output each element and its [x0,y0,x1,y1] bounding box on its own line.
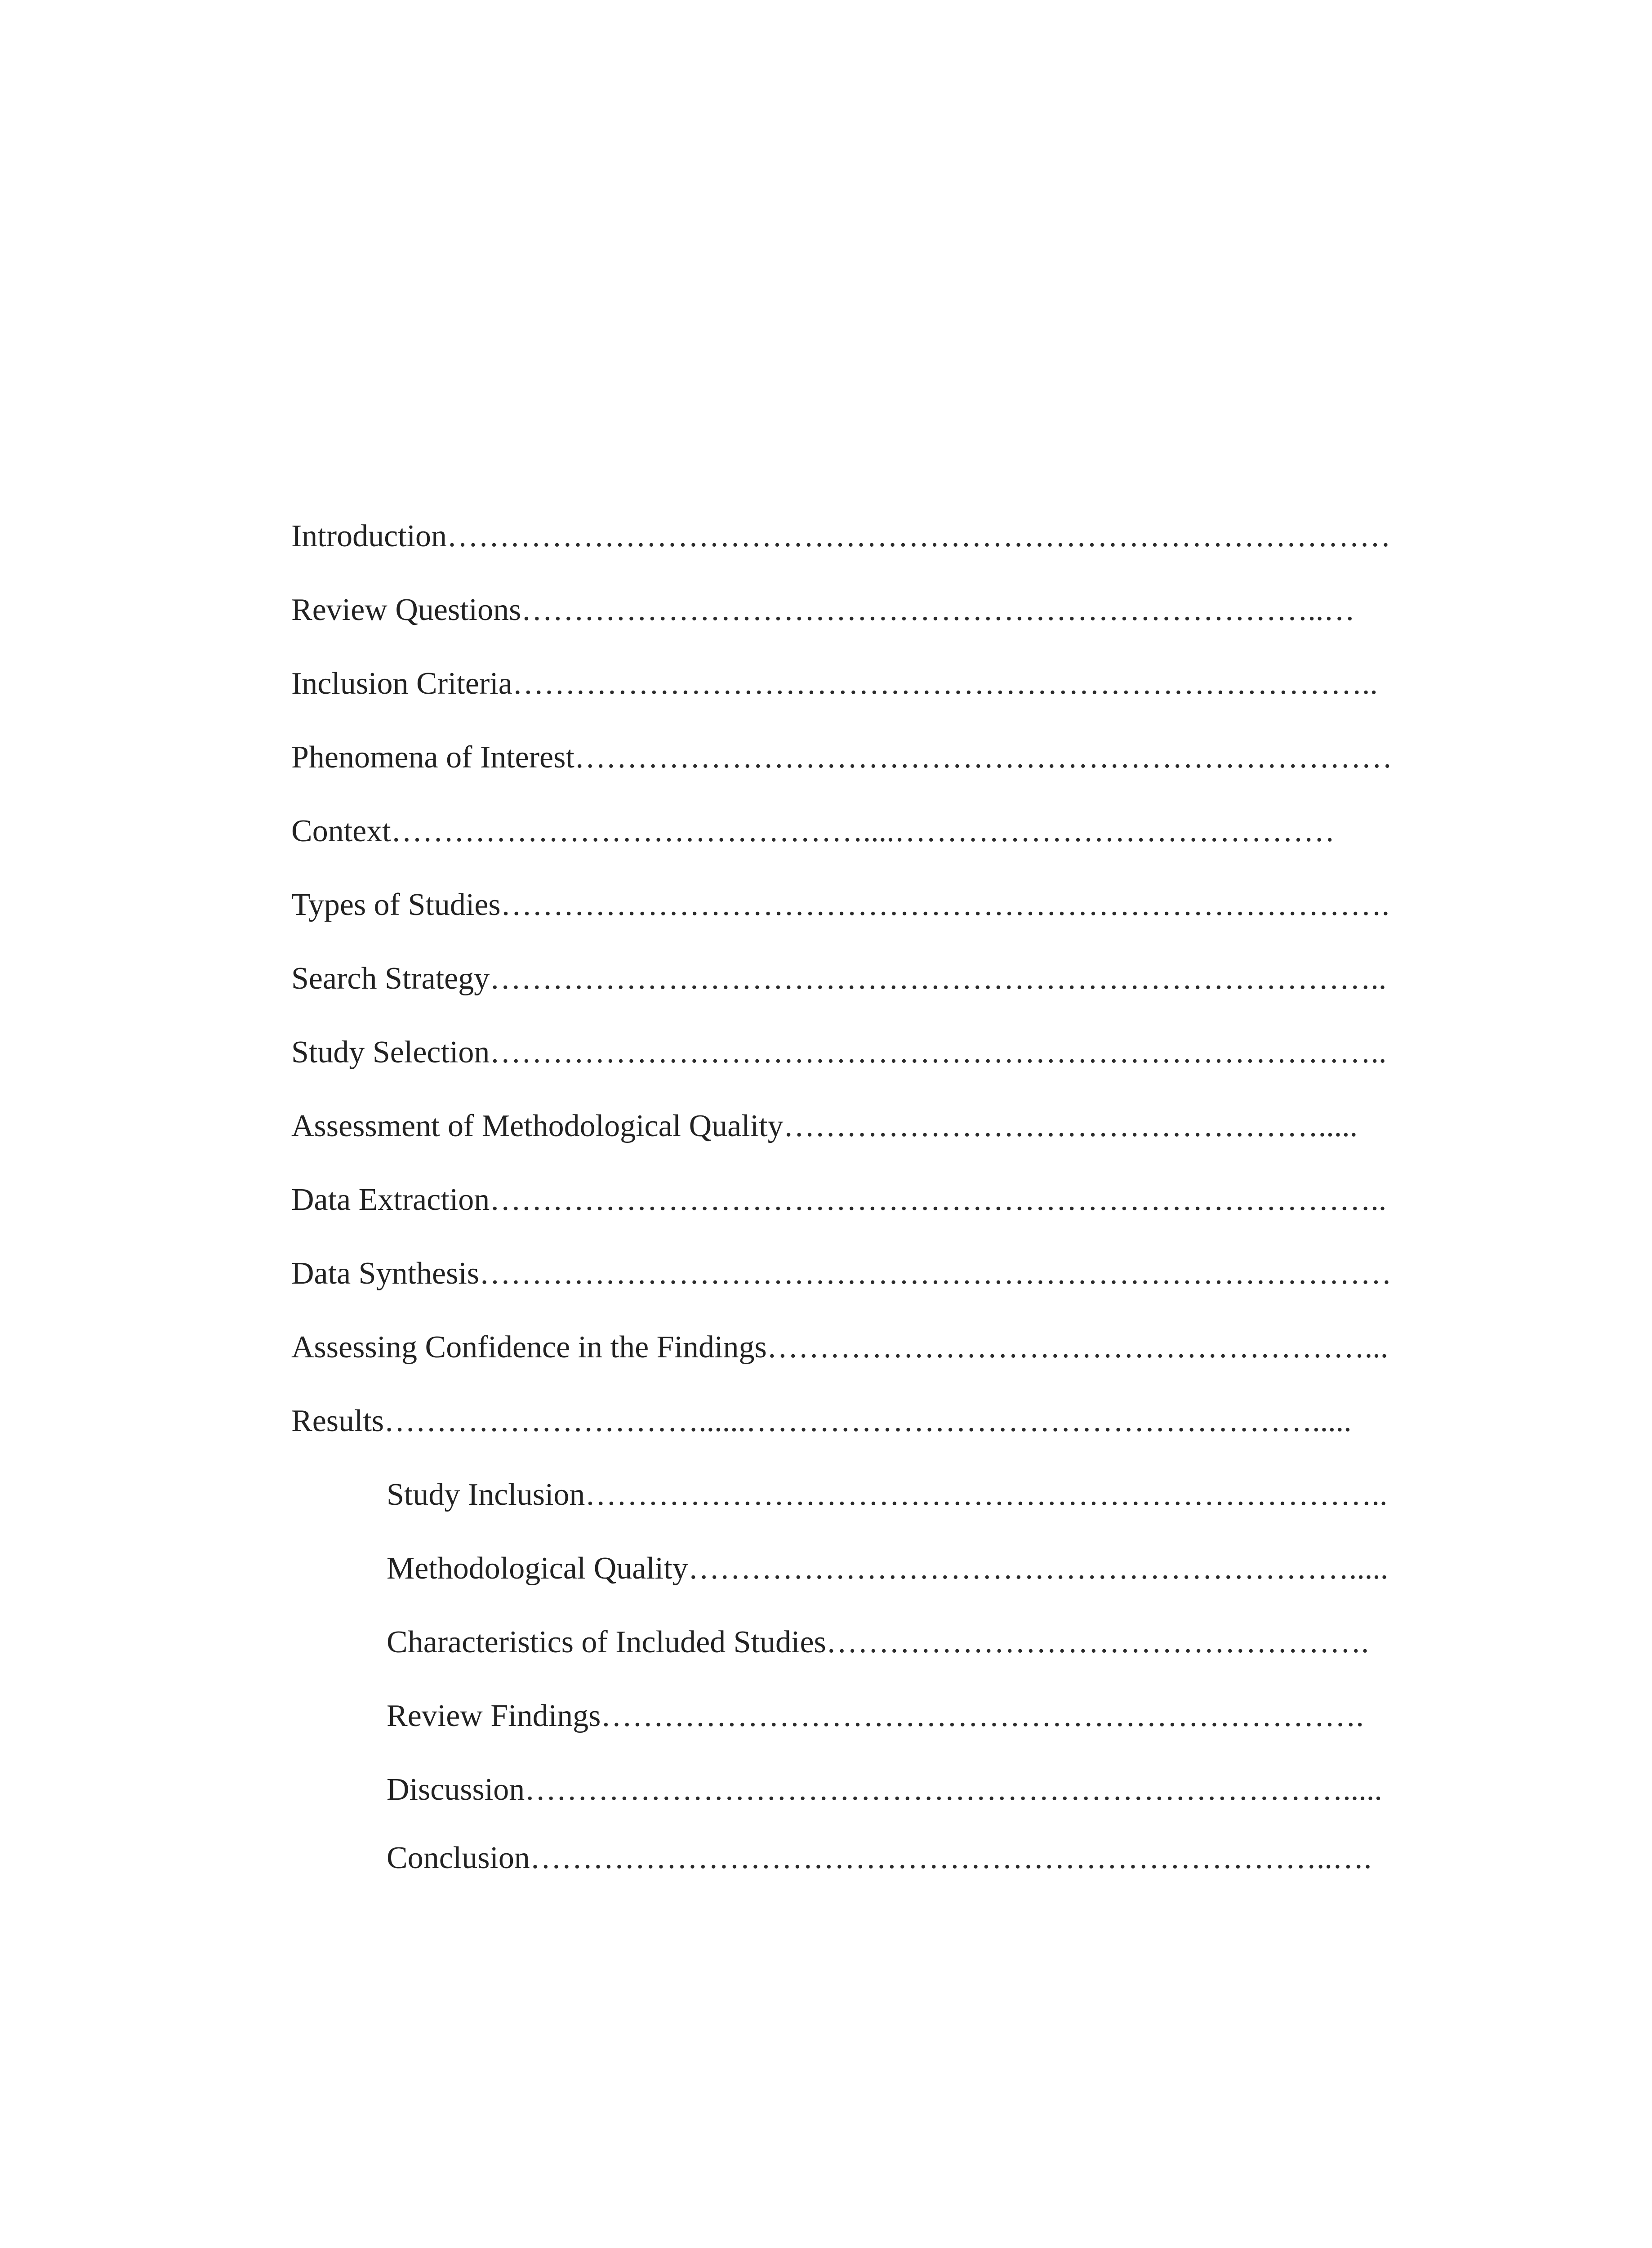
toc-dot-leader: …………………………………………………………………… [574,742,1393,775]
toc-dot-leader: ………………………………………………………………………….. [490,963,1387,996]
toc-entry-label: Methodological Quality [387,1553,688,1586]
toc-dot-leader: ………………………………………....…………………………………… [391,816,1335,848]
toc-subentry-discussion [387,1774,1416,1808]
toc-entry-label: Context [291,816,391,848]
toc-entry-study-selection [291,1037,1415,1071]
toc-subentry-conclusion [387,1842,1416,1877]
toc-entry-review-questions [291,594,1415,629]
toc-entry-label: Introduction [291,521,447,553]
toc-dot-leader: ………………………………………………………………………….. [490,1037,1387,1070]
toc-dot-leader: ……………………………………………………………………………… [447,521,1391,553]
toc-dot-leader: …………………………………………………………………………… [479,1258,1392,1291]
toc-entry-label: Review Findings [387,1700,601,1733]
toc-dot-leader: …………………………………………………………………..… [521,594,1355,627]
toc-entry-label: Phenomena of Interest [291,742,574,775]
toc-entry-context [291,816,1415,850]
toc-dot-leader: …………………………......………………………………………………..... [384,1405,1352,1438]
toc-entry-label: Assessing Confidence in the Findings [291,1332,767,1365]
toc-entry-label: Study Inclusion [387,1479,585,1512]
toc-entry-label: Search Strategy [291,963,490,996]
toc-entry-label: Discussion [387,1774,525,1807]
toc-entry-label: Assessment of Methodological Quality [291,1111,784,1143]
toc-entry-assessment-of-methodological-quality [291,1111,1415,1145]
toc-dot-leader: ………………………………………………………………….. [585,1479,1388,1512]
toc-entry-label: Conclusion [387,1842,530,1875]
toc-entry-search-strategy [291,963,1415,997]
toc-entry-results [291,1405,1415,1440]
toc-entry-label: Characteristics of Included Studies [387,1627,826,1659]
toc-subentry-study-inclusion [387,1479,1416,1513]
toc-entry-label: Study Selection [291,1037,490,1070]
toc-entry-introduction [291,521,1415,555]
toc-dot-leader: ……………………………………………………………………….. [512,668,1378,701]
toc-dot-leader: ………………………………………………………………. [601,1700,1364,1733]
toc-dot-leader: …………………………………………………... [766,1332,1389,1365]
toc-entry-assessing-confidence [291,1332,1415,1366]
toc-entry-phenomena-of-interest [291,742,1415,776]
toc-entry-label: Types of Studies [291,889,501,922]
toc-dot-leader: ……………………………………………………………………..... [525,1774,1382,1807]
toc-entry-inclusion-criteria [291,668,1415,702]
toc-subentry-methodological-quality [387,1553,1416,1587]
toc-entry-data-synthesis [291,1258,1415,1292]
toc-dot-leader: …………………………………………………………………………. [500,889,1390,922]
toc-entry-label: Review Questions [291,594,521,627]
toc-dot-leader: ………………………………………………………..... [688,1553,1389,1586]
toc-entry-label: Data Extraction [291,1184,490,1217]
toc-entry-label: Data Synthesis [291,1258,480,1291]
toc-dot-leader: ………………………………………………………………………….. [490,1184,1387,1217]
toc-dot-leader: ……………………………………………..... [783,1111,1358,1143]
toc-dot-leader: …………………………………………………………………..…. [530,1842,1372,1875]
toc-dot-leader: ……………………………………………. [826,1627,1369,1659]
toc-entry-label: Results [291,1405,384,1438]
toc-subentry-characteristics [387,1627,1416,1661]
toc-entry-label: Inclusion Criteria [291,668,512,701]
toc-entry-data-extraction [291,1184,1415,1218]
toc-subentry-review-findings [387,1700,1416,1735]
toc-entry-types-of-studies [291,889,1415,923]
